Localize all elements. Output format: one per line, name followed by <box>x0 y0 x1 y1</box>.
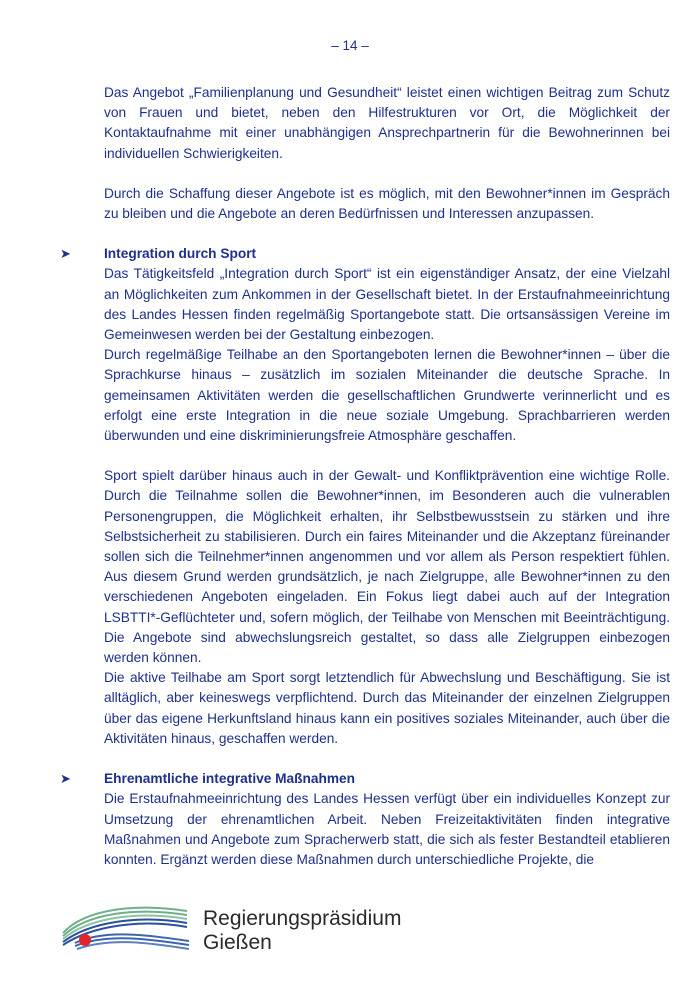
page-number: – 14 – <box>331 38 369 53</box>
section-heading-sport <box>60 244 670 264</box>
section-heading-text: Integration durch Sport <box>104 246 257 262</box>
paragraph: Das Tätigkeitsfeld „Integration durch Sport“ ist ein eigenständiger Ansatz, der eine Vielzahl an Möglichkeiten zum Ankommen in der Gesellschaft bietet. In der Erstaufnahmeeinrichtung des Landes Hessen finden regelmäßig Sportangebote statt. Die ortsansässigen Vereine im Gemeinwesen werden bei der Gestaltung einbezogen. <box>104 266 670 343</box>
document-body <box>60 83 670 870</box>
logo-line-1: Regierungspräsidium <box>203 907 402 930</box>
section-heading-ehrenamt <box>60 769 670 789</box>
logo-line-2: Gießen <box>203 931 272 954</box>
paragraph: Das Angebot „Familienplanung und Gesundheit“ leistet einen wichtigen Beitrag zum Schutz von Frauen und bietet, neben den Hilfestrukturen vor Ort, die Möglichkeit der Kontaktaufnahme mit einer unabhängigen Ansprechpartnerin für die Bewohnerinnen bei individuellen Schwierigkeiten. <box>104 85 670 161</box>
paragraph: Die aktive Teilhabe am Sport sorgt letztendlich für Abwechslung und Beschäftigung. Sie ist alltäglich, aber keineswegs verpflichtend. Durch das Miteinander der einzelnen Zielgruppen über das eigene Herkunftsland hinaus kann ein positives soziales Miteinander, auch über die Aktivitäten hinaus, geschaffen werden. <box>104 670 670 746</box>
rp-giessen-logo <box>55 895 402 965</box>
paragraph: Sport spielt darüber hinaus auch in der Gewalt- und Konfliktprävention eine wichtige Rolle. Durch die Teilnahme sollen die Bewohner*innen, im Besonderen auch die vulnerablen Personengruppen, die Möglichkeit erhalten, ihr Selbstbewusstsein zu stärken und ihre Selbstsicherheit zu stabilisieren. Durch ein faires Miteinander und die Akzeptanz füreinander sollen sich die Teilnehmer*innen angenommen und vor allem als Person respektiert fühlen. Aus diesem Grund werden grundsätzlich, je nach Zielgruppe, alle Bewohner*innen zu den verschiedenen Angeboten eingeladen. Ein Fokus liegt dabei auch auf der Integration LSBTTI*-Geflüchteter und, sofern möglich, der Teilhabe von Menschen mit Beeinträchtigung. Die Angebote sind abwechslungsreich gestaltet, so dass alle Zielgruppen einbezogen werden können. <box>104 468 670 666</box>
logo-text <box>203 907 401 955</box>
paragraph: Die Erstaufnahmeeinrichtung des Landes Hessen verfügt über ein individuelles Konzept zur Umsetzung der ehrenamtlichen Arbeit. Neben Freizeitaktivitäten finden integrative Maßnahmen und Angebote zum Spracherwerb statt, die sich als fester Bestandteil etablieren konnten. Ergänzt werden diese Maßnahmen durch unterschiedliche Projekte, die <box>104 791 670 867</box>
section-heading-text: Ehrenamtliche integrative Maßnahmen <box>104 771 355 787</box>
rp-giessen-wave-logo-icon <box>55 895 195 965</box>
paragraph: Durch die Schaffung dieser Angebote ist es möglich, mit den Bewohner*innen im Gespräch zu bleiben und die Angebote an deren Bedürfnissen und Interessen anzupassen. <box>104 185 670 222</box>
arrow-bullet-icon: ➤ <box>60 771 71 787</box>
paragraph: Durch regelmäßige Teilhabe an den Sportangeboten lernen die Bewohner*innen – über die Sprachkurse hinaus – zusätzlich im sozialen Miteinander die deutsche Sprache. In gemeinsamen Aktivitäten werden die gesellschaftlichen Grundwerte verinnerlicht und es erfolgt eine erste Integration in die neue soziale Umgebung. Sprachbarrieren werden überwunden und eine diskriminierungsfreie Atmosphäre geschaffen. <box>104 347 670 444</box>
arrow-bullet-icon: ➤ <box>60 246 71 262</box>
